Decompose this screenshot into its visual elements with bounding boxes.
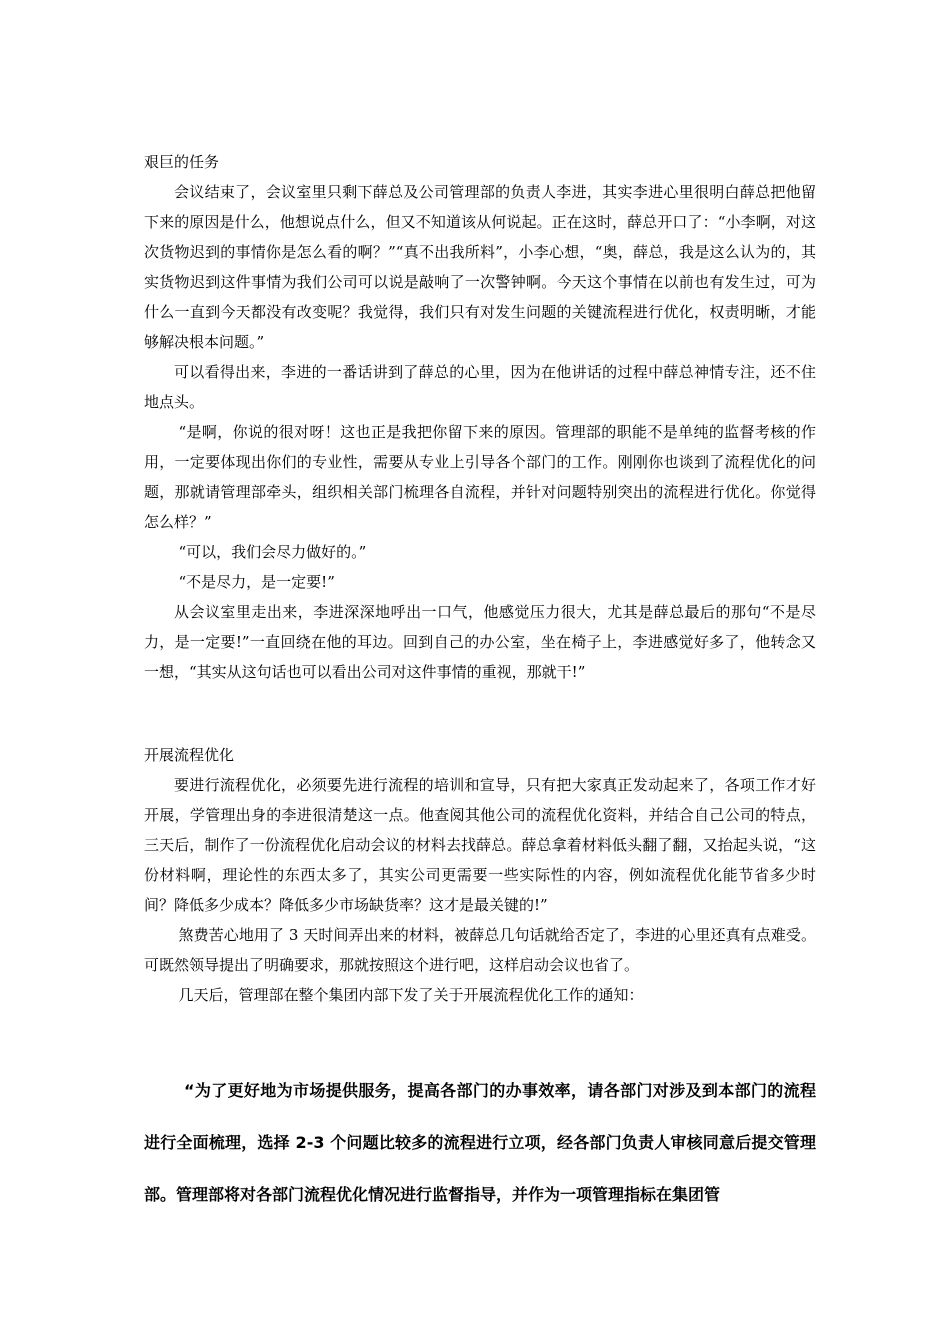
paragraph: “可以，我们会尽力做好的。” (178, 543, 367, 561)
paragraph: 会议结束了，会议室里只剩下薛总及公司管理部的负责人李进，其实李进心里很明白薛总把他留下来的原因是什么，他想说点什么，但又不知道该从何说起。正在这时，薛总开口了：“小李啊，对这次货物迟到的事情你是怎么看的啊？”“真不出我所料”，小李心想，“奥，薛总，我是这么认为的，其实货物迟到这件事情为我们公司可以说是敲响了一次警钟啊。今天这个事情在以前也有发生过，可为什么一直到今天都没有改变呢？我觉得，我们只有对发生问题的关键流程进行优化，权责明晰，才能够解决根本问题。” (144, 183, 816, 351)
paragraph: 要进行流程优化，必须要先进行流程的培训和宣导，只有把大家真正发动起来了，各项工作才好开展，学管理出身的李进很清楚这一点。他查阅其他公司的流程优化资料，并结合自己公司的特点，三天后，制作了一份流程优化启动会议的材料去找薛总。薛总拿着材料低头翻了翻，又抬起头说，“这份材料啊，理论性的东西太多了，其实公司更需要一些实际性的内容，例如流程优化能节省多少时间？降低多少成本？降低多少市场缺货率？这才是最关键的!” (144, 776, 816, 914)
paragraph: “是啊，你说的很对呀！这也正是我把你留下来的原因。管理部的职能不是单纯的监督考核的作用，一定要体现出你们的专业性，需要从专业上引导各个部门的工作。刚刚你也谈到了流程优化的问题，那就请管理部牵头，组织相关部门梳理各自流程，并针对问题特别突出的流程进行优化。你觉得怎么样？” (144, 423, 816, 531)
section-task (144, 147, 816, 687)
paragraph: 几天后，管理部在整个集团内部下发了关于开展流程优化工作的通知： (178, 986, 644, 1004)
paragraph: 可以看得出来，李进的一番话讲到了薛总的心里，因为在他讲话的过程中薛总神情专注，还不住地点头。 (144, 363, 816, 411)
section-heading-optimization: 开展流程优化 (144, 746, 235, 764)
paragraph: “不是尽力，是一定要!” (178, 573, 335, 591)
paragraph: 煞费苦心地用了 3 天时间弄出来的材料，被薛总几句话就给否定了，李进的心里还真有点难受。可既然领导提出了明确要求，那就按照这个进行吧，这样启动会议也省了。 (144, 926, 816, 974)
section-heading-task: 艰巨的任务 (144, 153, 220, 171)
notice-quote: “为了更好地为市场提供服务，提高各部门的办事效率，请各部门对涉及到本部门的流程进行全面梳理，选择 2-3 个问题比较多的流程进行立项，经各部门负责人审核同意后提交管理部。管理部将对各部门流程优化情况进行监督指导，并作为一项管理指标在集团管 (144, 1081, 816, 1204)
paragraph: 从会议室里走出来，李进深深地呼出一口气，他感觉压力很大，尤其是薛总最后的那句“不是尽力，是一定要!”一直回绕在他的耳边。回到自己的办公室，坐在椅子上，李进感觉好多了，他转念又一想，“其实从这句话也可以看出公司对这件事情的重视，那就干!” (144, 603, 816, 681)
section-optimization (144, 740, 816, 1010)
